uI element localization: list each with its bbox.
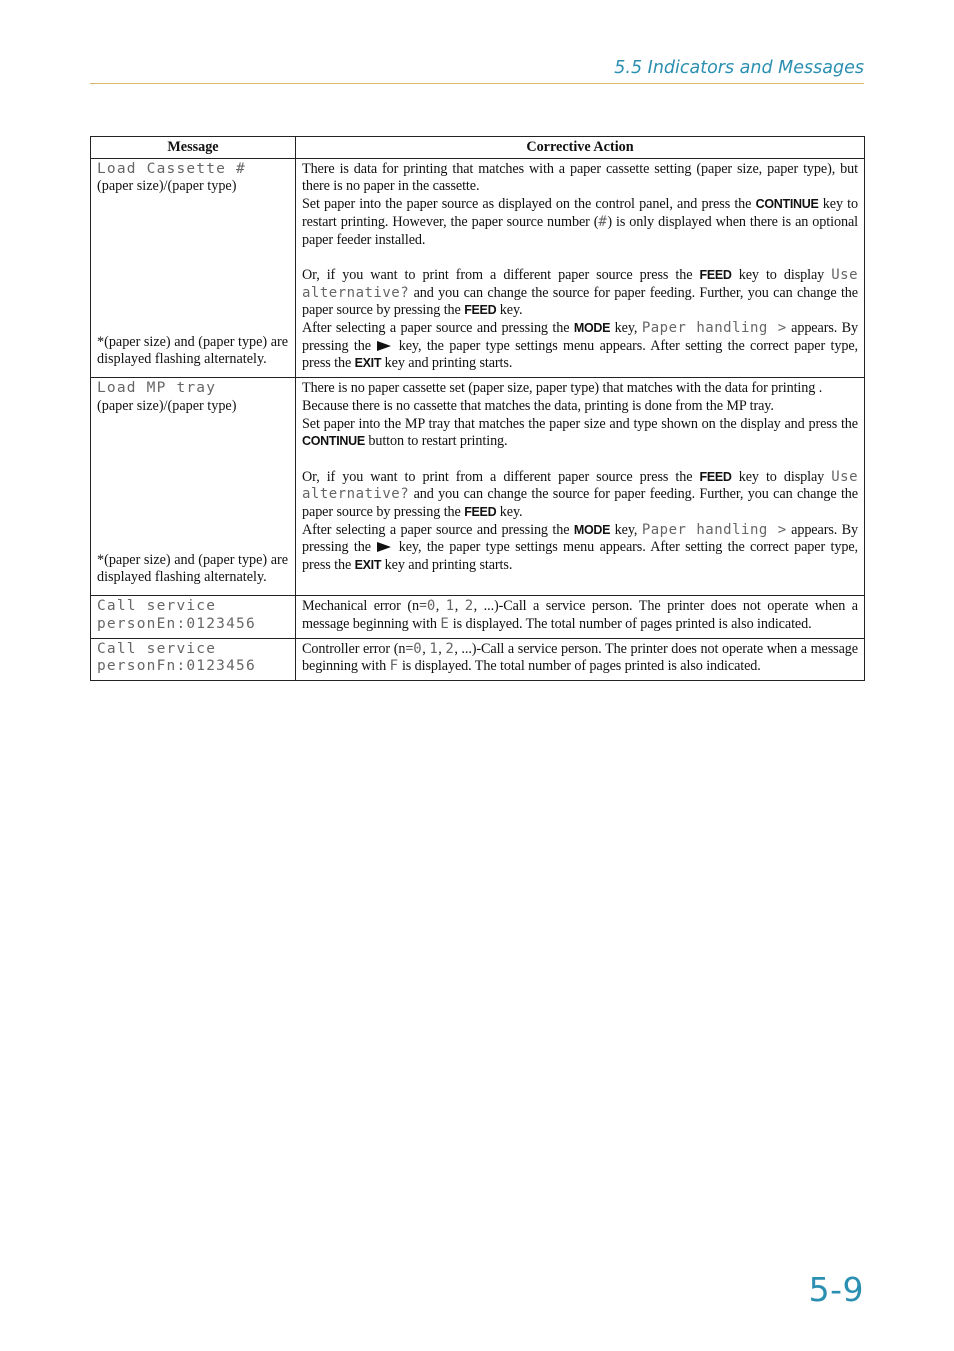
digit-2: 2 (445, 640, 455, 657)
action-text: key, the paper type settings menu appears. After setting the correct paper type, press the (302, 539, 858, 574)
action-text: and you can change the source for paper feeding. Further, you can change the paper source by pressing the (302, 284, 858, 319)
action-text: key, (614, 320, 638, 337)
table-row (91, 378, 865, 596)
column-header-message: Message (91, 137, 296, 159)
feed-key-label: FEED (699, 267, 732, 282)
header-rule (90, 83, 864, 84)
lcd-message: Call service (97, 640, 217, 657)
feed-key-label: FEED (464, 505, 497, 520)
lcd-message: Load Cassette # (97, 160, 246, 177)
action-text: button to restart printing. (368, 433, 508, 450)
exit-key-label: EXIT (354, 356, 382, 371)
action-text: ) is only displayed when there is an optional paper feeder installed. (302, 213, 858, 248)
continue-key-label: CONTINUE (302, 434, 365, 449)
lcd-message: Load MP tray (97, 380, 217, 397)
message-cell (91, 638, 296, 680)
right-arrow-key-icon (377, 542, 391, 552)
action-text: Set paper into the paper source as displayed on the control panel, and press the (302, 196, 752, 213)
table-row (91, 638, 865, 680)
mode-key-label: MODE (573, 522, 611, 537)
message-cell (91, 378, 296, 596)
action-cell: Controller error (n=0, 1, 2, ...)-Call a service person. The printer does not operate when a message beginning with F is displayed. The total number of pages printed is also indicated. (296, 638, 865, 680)
lcd-inline-message: Paper handling > (641, 320, 787, 337)
message-subtext: (paper size)/(paper type) (97, 397, 237, 414)
action-text: key to display (738, 468, 825, 485)
action-text: Controller error (n= (302, 640, 414, 657)
message-cell (91, 158, 296, 377)
page-number: 5-9 (808, 1270, 864, 1309)
lcd-inline-message: Paper handling > (641, 521, 787, 538)
mode-key-label: MODE (573, 321, 611, 336)
action-text: key, (614, 521, 638, 538)
action-text: key to display (738, 266, 825, 283)
action-text: key. (499, 302, 523, 319)
digit-0: 0 (413, 640, 423, 657)
action-cell (296, 158, 865, 377)
action-text: Set paper into the MP tray that matches the paper size and type shown on the display and press the (302, 415, 858, 432)
action-text: key. (499, 504, 523, 521)
error-letter: E (440, 615, 450, 632)
action-text: is displayed. The total number of pages printed is also indicated. (452, 615, 812, 632)
column-header-action: Corrective Action (296, 137, 865, 159)
digit-0: 0 (426, 598, 436, 615)
lcd-inline-message: Use alternative? (302, 266, 859, 301)
lcd-inline-message: Use alternative? (302, 468, 859, 503)
action-text: key and printing starts. (384, 355, 513, 372)
message-subtext: (paper size)/(paper type) (97, 178, 237, 195)
table-row (91, 158, 865, 377)
action-cell: Mechanical error (n=0, 1, 2, ...)-Call a service person. The printer does not operate when a message beginning with E is displayed. The total number of pages printed is also indicated. (296, 596, 865, 638)
lcd-message: Call service (97, 598, 217, 615)
action-text: Or, if you want to print from a different paper source press the (302, 468, 693, 485)
hash-symbol: # (598, 213, 608, 230)
flash-note: *(paper size) and (paper type) are displayed flashing alternately. (97, 551, 289, 586)
action-text: and you can change the source for paper feeding. Further, you can change the paper source by pressing the (302, 486, 858, 521)
action-text: appears. By pressing the (302, 521, 858, 556)
feed-key-label: FEED (699, 469, 732, 484)
action-text: key and printing starts. (384, 557, 513, 574)
action-text: key to restart printing. However, the paper source number ( (302, 196, 859, 230)
action-text: There is data for printing that matches with a paper cassette setting (paper size, paper type), but there is no paper in the cassette. (302, 160, 858, 195)
digit-1: 1 (429, 640, 439, 657)
error-letter: F (389, 658, 399, 675)
table-header-row (91, 137, 865, 159)
action-text: key, the paper type settings menu appears. After setting the correct paper type, press the (302, 337, 858, 372)
table-row (91, 596, 865, 638)
continue-key-label: CONTINUE (755, 197, 819, 212)
right-arrow-key-icon (377, 341, 391, 351)
section-header: 5.5 Indicators and Messages (614, 58, 864, 78)
action-text: is displayed. The total number of pages printed is also indicated. (401, 658, 761, 675)
flash-note: *(paper size) and (paper type) are displayed flashing alternately. (97, 333, 289, 368)
lcd-message-line2: personFn:0123456 (97, 658, 256, 675)
action-text: Mechanical error (n= (302, 598, 427, 615)
lcd-message-line2: personEn:0123456 (97, 615, 256, 632)
message-cell (91, 596, 296, 638)
action-text: , ...)-Call a service person. The printer does not operate when a message beginning with (302, 640, 858, 675)
action-text: Because there is no cassette that matches the data, printing is done from the MP tray. (302, 397, 774, 414)
digit-1: 1 (445, 598, 455, 615)
action-cell (296, 378, 865, 596)
action-text: After selecting a paper source and pressing the (302, 521, 570, 538)
action-text: There is no paper cassette set (paper size, paper type) that matches with the data for printing . (302, 380, 823, 397)
exit-key-label: EXIT (354, 558, 382, 573)
action-text: Or, if you want to print from a different paper source press the (302, 266, 693, 283)
action-text: appears. By pressing the (302, 320, 858, 354)
action-text: After selecting a paper source and pressing the (302, 320, 570, 337)
digit-2: 2 (464, 598, 474, 615)
messages-table (90, 136, 865, 681)
feed-key-label: FEED (464, 303, 497, 318)
action-text: , ...)-Call a service person. The printer does not operate when a message beginning with (302, 598, 858, 632)
